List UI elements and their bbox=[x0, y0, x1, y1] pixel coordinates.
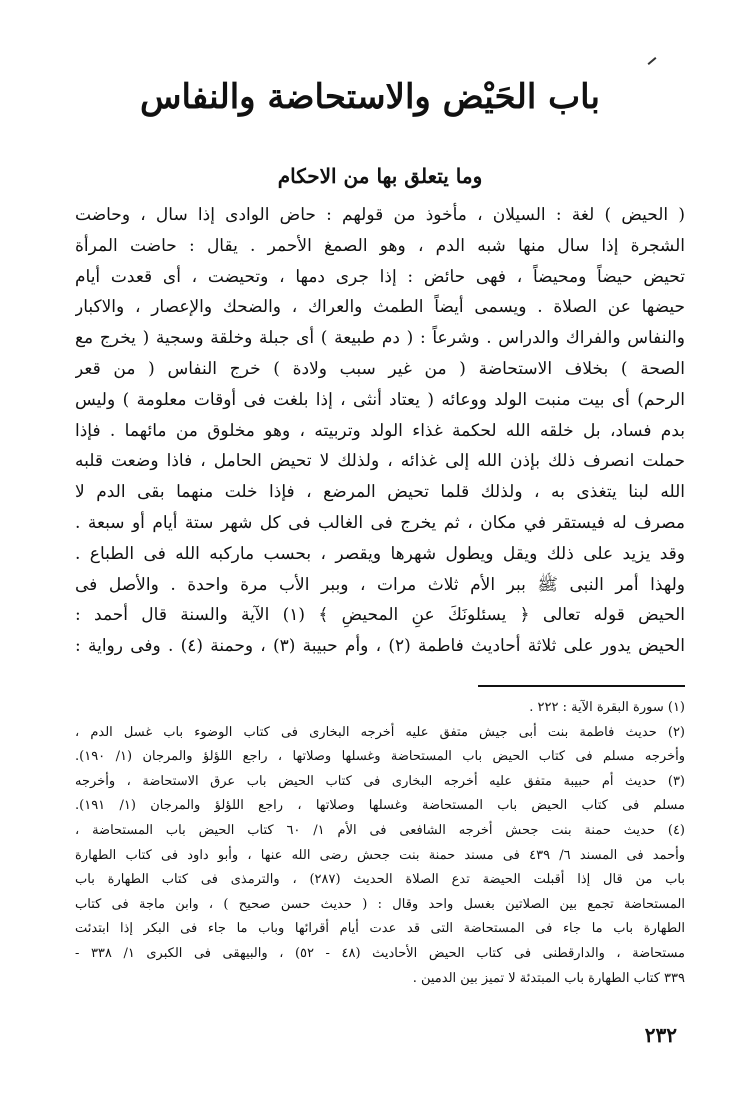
footnote-line: (٤) حديث حمنة بنت جحش أخرجه الشافعى فى الأم ١/ ٦٠ كتاب الحيض باب المستحاضة ، bbox=[75, 822, 685, 838]
footnote-line: (٢) حديث فاطمة بنت أبى جيش متفق عليه أخرجه البخارى فى كتاب الوضوء باب غسل الدم ، bbox=[75, 724, 685, 740]
page-number: ٢٣٢ bbox=[644, 1023, 677, 1047]
footnote-line: وأخرجه مسلم فى كتاب الحيض باب المستحاضة وغسلها وصلاتها ، راجع اللؤلؤ والمرجان (١/ ١٩٠). bbox=[75, 749, 685, 765]
text-line: وقد يزيد على ذلك ويقل ويطول شهرها ويقصر ، بحسب ماركبه الله فى الطباع . bbox=[75, 543, 685, 564]
text-line: حملت انصرف ذلك بإذن الله إلى غذائه ، ولذلك لا تحيض الحامل ، فاذا وضعت قلبه bbox=[75, 451, 685, 472]
footnote-line: (٣) حديث أم حبيبة متفق عليه أخرجه البخارى فى كتاب الحيض باب عرق الاستحاضة ، وأخرجه bbox=[75, 773, 685, 789]
corner-pen-mark bbox=[648, 57, 657, 65]
text-line: بدم فساد، بل خلقه الله لحكمة غذاء الولد وتربيته ، وهو مخلوق من مائهما . فإذا bbox=[75, 420, 685, 441]
text-line: والنفاس والفراك والدراس . وشرعاً : ( دم طبيعة ) أى جبلة وخلقة وسجية ( يخرج مع bbox=[75, 328, 685, 349]
main-text bbox=[75, 200, 685, 662]
footnote-line: مستحاضة ، والدارقطنى فى كتاب الحيض الأحاديث (٤٨ - ٥٢) ، والبيهقى فى الكبرى ١/ ٣٣٨ - bbox=[75, 945, 685, 961]
footnote-separator bbox=[478, 685, 685, 687]
section-title: وما يتعلق بها من الاحكام bbox=[277, 164, 483, 188]
footnote-line: مسلم فى كتاب الحيض باب المستحاضة وغسلها وصلاتها ، راجع اللؤلؤ والمرجان (١/ ١٩١). bbox=[75, 798, 685, 814]
footnote-line: باب من قال إذا أقبلت الحيضة تدع الصلاة الحديث (٢٨٧) ، والترمذى فى كتاب الطهارة باب bbox=[75, 872, 685, 888]
text-line: الحيض قوله تعالى ﴿ يسئلونَكَ عنِ المحيضِ ﴾ (١) الآية والسنة قال أحمد : bbox=[75, 605, 685, 626]
footnote-line: ٣٣٩ كتاب الطهارة باب المبتدئة لا تميز بين الدمين . bbox=[412, 970, 685, 986]
text-line: الشجرة إذا سال منها شبه الدم ، وهو الصمغ الأحمر . يقال : حاضت المرأة bbox=[75, 235, 685, 256]
text-line: حيضها عن الصلاة . ويسمى أيضاً الطمث والعراك ، والضحك والإعصار ، والاكبار bbox=[75, 297, 685, 318]
text-line: ( الحيض ) لغة : السيلان ، مأخوذ من قولهم : حاض الوادى إذا سال ، وحاضت bbox=[75, 205, 685, 225]
text-line: الله لبنا يتغذى به ، ولذلك قلما تحيض المرضع ، فإذا خلت منهما بقى الدم لا bbox=[75, 482, 685, 503]
text-line: مصرف له فيستقر في مكان ، ثم يخرج فى الغالب فى كل شهر ستة أيام أو سبعة . bbox=[75, 512, 685, 533]
text-line: الصحة ) بخلاف الاستحاضة ( من غير سبب ولادة ) خرج النفاس ( من قعر bbox=[75, 358, 685, 379]
footnote-line: وأحمد فى المسند ٦/ ٤٣٩ فى مسند حمنة بنت جحش رضى الله عنها ، وأبو داود فى كتاب الطهارة bbox=[75, 847, 685, 863]
text-line: ولهذا أمر النبى ﷺ ببر الأم ثلاث مرات ، وببر الأب مرة واحدة . والأصل فى bbox=[75, 574, 685, 595]
text-line: الحيض يدور على ثلاثة أحاديث فاطمة (٢) ، وأم حبيبة (٣) ، وحمنة (٤) . وفى رواية : bbox=[75, 636, 685, 657]
footnote-line: الطهارة باب ما جاء فى المستحاضة التى قد عدت أيام أقرائها وباب ما جاء فى البكر إذا ابتدئت bbox=[75, 921, 685, 937]
footnote-line: (١) سورة البقرة الآية : ٢٢٢ . bbox=[529, 700, 685, 715]
chapter-title: باب الحَيْض والاستحاضة والنفاس bbox=[140, 77, 600, 117]
footnote-line: المستحاضة تجمع بين الصلاتين بغسل واحد وقال : ( حديث حسن صحيح ) ، وابن ماجة فى كتاب bbox=[75, 896, 685, 912]
text-line: الرحم) أى بيت منبت الولد ووعائه ( يعتاد أنثى ، إذا بلغت فى أوقات معلومة ) وليس bbox=[75, 389, 685, 410]
text-line: تحيض حيضاً ومحيضاً ، فهى حائض : إذا جرى دمها ، وتحيضت ، أى قعدت أيام bbox=[75, 266, 685, 287]
footnotes bbox=[75, 696, 685, 991]
